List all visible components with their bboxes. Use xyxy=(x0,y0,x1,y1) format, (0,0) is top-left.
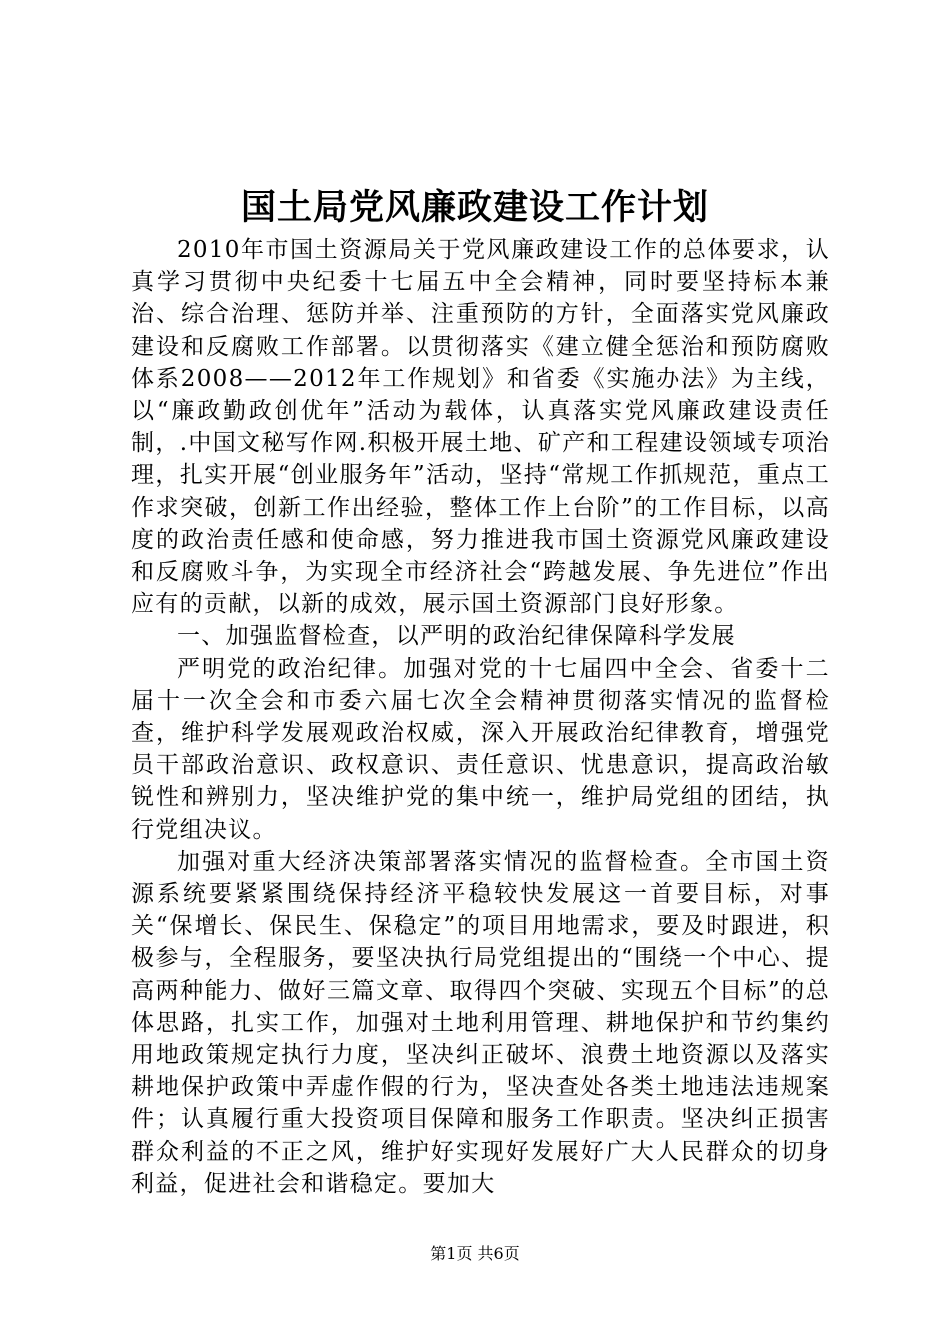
paragraph-intro: 2010年市国土资源局关于党风廉政建设工作的总体要求，认真学习贯彻中央纪委十七届五中全会精神，同时要坚持标本兼治、综合治理、惩防并举、注重预防的方针，全面落实党风廉政建设和反腐败工作部署。以贯彻落实《建立健全惩治和预防腐败体系2008——2012年工作规划》和省委《实施办法》为主线，以“廉政勤政创优年”活动为载体，认真落实党风廉政建设责任制，.中国文秘写作网.积极开展土地、矿产和工程建设领域专项治理，扎实开展“创业服务年”活动，坚持“常规工作抓规范，重点工作求突破，创新工作出经验，整体工作上台阶”的工作目标，以高度的政治责任感和使命感，努力推进我市国土资源党风廉政建设和反腐败斗争，为实现全市经济社会“跨越发展、争先进位”作出应有的贡献，以新的成效，展示国土资源部门良好形象。 xyxy=(131,237,830,618)
document-body xyxy=(131,234,830,1200)
paragraph-political-discipline: 严明党的政治纪律。加强对党的十七届四中全会、省委十二届十一次全会和市委六届七次全会精神贯彻落实情况的监督检查，维护科学发展观政治权威，深入开展政治纪律教育，增强党员干部政治意识、政权意识、责任意识、忧患意识，提高政治敏锐性和辨别力，坚决维护党的集中统一，维护局党组的团结，执行党组决议。 xyxy=(131,655,830,843)
page-number: 第1页 共6页 xyxy=(430,1244,520,1263)
document-title: 国土局党风廉政建设工作计划 xyxy=(240,187,709,228)
section-heading-1: 一、加强监督检查，以严明的政治纪律保障科学发展 xyxy=(177,623,736,650)
paragraph-supervision: 加强对重大经济决策部署落实情况的监督检查。全市国土资源系统要紧紧围绕保持经济平稳较快发展这一首要目标，对事关“保增长、保民生、保稳定”的项目用地需求，要及时跟进，积极参与，全程服务，要坚决执行局党组提出的“围绕一个中心、提高两种能力、做好三篇文章、取得四个突破、实现五个目标”的总体思路，扎实工作，加强对土地利用管理、耕地保护和节约集约用地政策规定执行力度，坚决纠正破坏、浪费土地资源以及落实耕地保护政策中弄虚作假的行为，坚决查处各类土地违法违规案件；认真履行重大投资项目保障和服务工作职责。坚决纠正损害群众利益的不正之风，维护好实现好发展好广大人民群众的切身利益，促进社会和谐稳定。要加大 xyxy=(131,848,830,1197)
